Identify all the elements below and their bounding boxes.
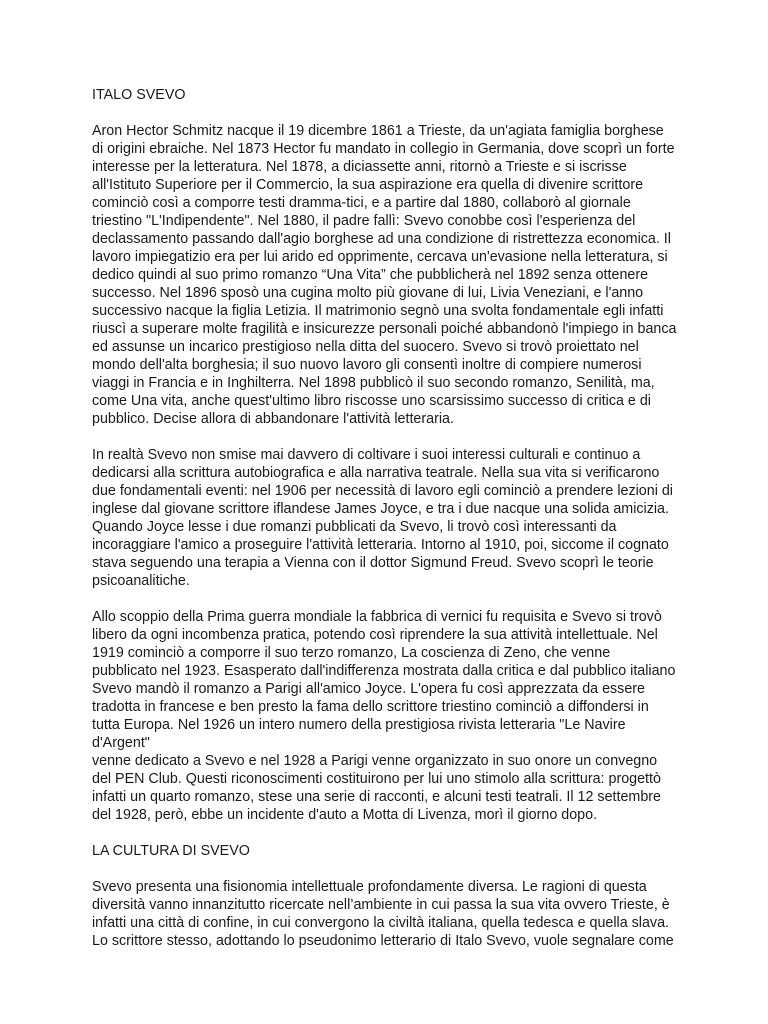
text-line: ed assunse un incarico prestigioso nella ditta del suocero. Svevo si trovò proiettato nel xyxy=(92,339,639,355)
text-line: del PEN Club. Questi riconoscimenti costituirono per lui uno stimolo alla scrittura: progettò xyxy=(92,771,661,787)
culture-paragraph xyxy=(92,878,682,950)
text-line: libero da ogni incombenza pratica, potendo così riprendere la sua attività intellettuale. Nel xyxy=(92,627,658,643)
text-line: tutta Europa. Nel 1926 un intero numero della prestigiosa rivista letteraria "Le Navire xyxy=(92,717,626,733)
text-line: del 1928, però, ebbe un incidente d'auto a Motta di Livenza, morì il giorno dopo. xyxy=(92,807,598,823)
biography-paragraph-3 xyxy=(92,608,682,824)
text-line: due fondamentali eventi: nel 1906 per necessità di lavoro egli cominciò a prendere lezioni di xyxy=(92,483,673,499)
document-title: ITALO SVEVO xyxy=(92,87,186,103)
text-line: lavoro impiegatizio era per lui arido ed opprimente, cercava un'evasione nella letteratura, si xyxy=(92,249,668,265)
text-line: successo. Nel 1896 sposò una cugina molto più giovane di lui, Livia Veneziani, e l'anno xyxy=(92,285,644,301)
text-line: pubblicato nel 1923. Esasperato dall'indifferenza mostrata dalla critica e dal pubblico italiano xyxy=(92,663,676,679)
spacer xyxy=(92,860,682,878)
document-page xyxy=(92,86,682,950)
text-line: di origini ebraiche. Nel 1873 Hector fu mandato in collegio in Germania, dove scoprì un forte xyxy=(92,141,675,157)
text-line: venne dedicato a Svevo e nel 1928 a Parigi venne organizzato in suo onore un convegno xyxy=(92,753,658,769)
text-line: Allo scoppio della Prima guerra mondiale la fabbrica di vernici fu requisita e Svevo si trovò xyxy=(92,609,662,625)
spacer xyxy=(92,590,682,608)
text-line: Quando Joyce lesse i due romanzi pubblicati da Svevo, li trovò così interessanti da xyxy=(92,519,617,535)
text-line: In realtà Svevo non smise mai davvero di coltivare i suoi interessi culturali e continuo a xyxy=(92,447,641,463)
text-line: d'Argent" xyxy=(92,735,150,751)
text-line: successivo nacque la figlia Letizia. Il matrimonio segnò una svolta fondamentale egli infatti xyxy=(92,303,664,319)
text-line: incoraggiare l'amico a proseguire l'attività letteraria. Intorno al 1910, poi, siccome il cognato xyxy=(92,537,669,553)
text-line: Aron Hector Schmitz nacque il 19 dicembre 1861 a Trieste, da un'agiata famiglia borghese xyxy=(92,123,664,139)
text-line: cominciò così a comporre testi dramma-tici, e a partire dal 1880, collaborò al giornale xyxy=(92,195,631,211)
text-line: dedico quindi al suo primo romanzo “Una Vita” che pubblicherà nel 1892 senza ottenere xyxy=(92,267,649,283)
text-line: infatti una città di confine, in cui convergono la civiltà italiana, quella tedesca e quella slava. xyxy=(92,915,669,931)
text-line: tradotta in francese e ben presto la fama dello scrittore triestino cominciò a diffondersi in xyxy=(92,699,649,715)
text-line: viaggi in Francia e in Inghilterra. Nel 1898 pubblicò il suo secondo romanzo, Senilità, ma, xyxy=(92,375,655,391)
biography-paragraph-1 xyxy=(92,122,682,428)
text-line: triestino "L'Indipendente". Nel 1880, il padre fallì: Svevo conobbe così l'esperienza del xyxy=(92,213,636,229)
text-line: come Una vita, anche quest'ultimo libro riscosse uno scarsissimo successo di critica e di xyxy=(92,393,651,409)
text-line: diversità vanno innanzitutto ricercate nell’ambiente in cui passa la sua vita ovvero Trieste, è xyxy=(92,897,670,913)
text-line: 1919 cominciò a comporre il suo terzo romanzo, La coscienza di Zeno, che venne xyxy=(92,645,611,661)
text-line: all'Istituto Superiore per il Commercio, la sua aspirazione era quella di divenire scrittore xyxy=(92,177,644,193)
text-line: Svevo presenta una fisionomia intellettuale profondamente diversa. Le ragioni di questa xyxy=(92,879,647,895)
text-line: declassamento passando dall'agio borghese ad una condizione di ristrettezza economica. Il xyxy=(92,231,671,247)
text-line: pubblico. Decise allora di abbandonare l'attività letteraria. xyxy=(92,411,454,427)
text-line: psicoanalitiche. xyxy=(92,573,190,589)
text-line: riuscì a superare molte fragilità e insicurezze personali poiché abbandonò l'impiego in banca xyxy=(92,321,677,337)
text-line: interesse per la letteratura. Nel 1878, a diciassette anni, ritornò a Trieste e si iscrisse xyxy=(92,159,627,175)
text-line: infatti un quarto romanzo, stese una serie di racconti, e alcuni testi teatrali. Il 12 settembre xyxy=(92,789,661,805)
text-line: inglese dal giovane scrittore iflandese James Joyce, e tra i due nacque una solida amicizia. xyxy=(92,501,669,517)
section-heading: LA CULTURA DI SVEVO xyxy=(92,843,250,859)
text-line: mondo dell'alta borghesia; il suo nuovo lavoro gli consentì inoltre di compiere numerosi xyxy=(92,357,642,373)
text-line: Svevo mandò il romanzo a Parigi all'amico Joyce. L'opera fu così apprezzata da essere xyxy=(92,681,645,697)
biography-paragraph-2 xyxy=(92,446,682,590)
text-line: dedicarsi alla scrittura autobiografica e alla narrativa teatrale. Nella sua vita si verificarono xyxy=(92,465,660,481)
spacer xyxy=(92,824,682,842)
spacer xyxy=(92,428,682,446)
text-line: stava seguendo una terapia a Vienna con il dottor Sigmund Freud. Svevo scoprì le teorie xyxy=(92,555,654,571)
text-line: Lo scrittore stesso, adottando lo pseudonimo letterario di Italo Svevo, vuole segnalare come xyxy=(92,933,674,949)
spacer xyxy=(92,104,682,122)
